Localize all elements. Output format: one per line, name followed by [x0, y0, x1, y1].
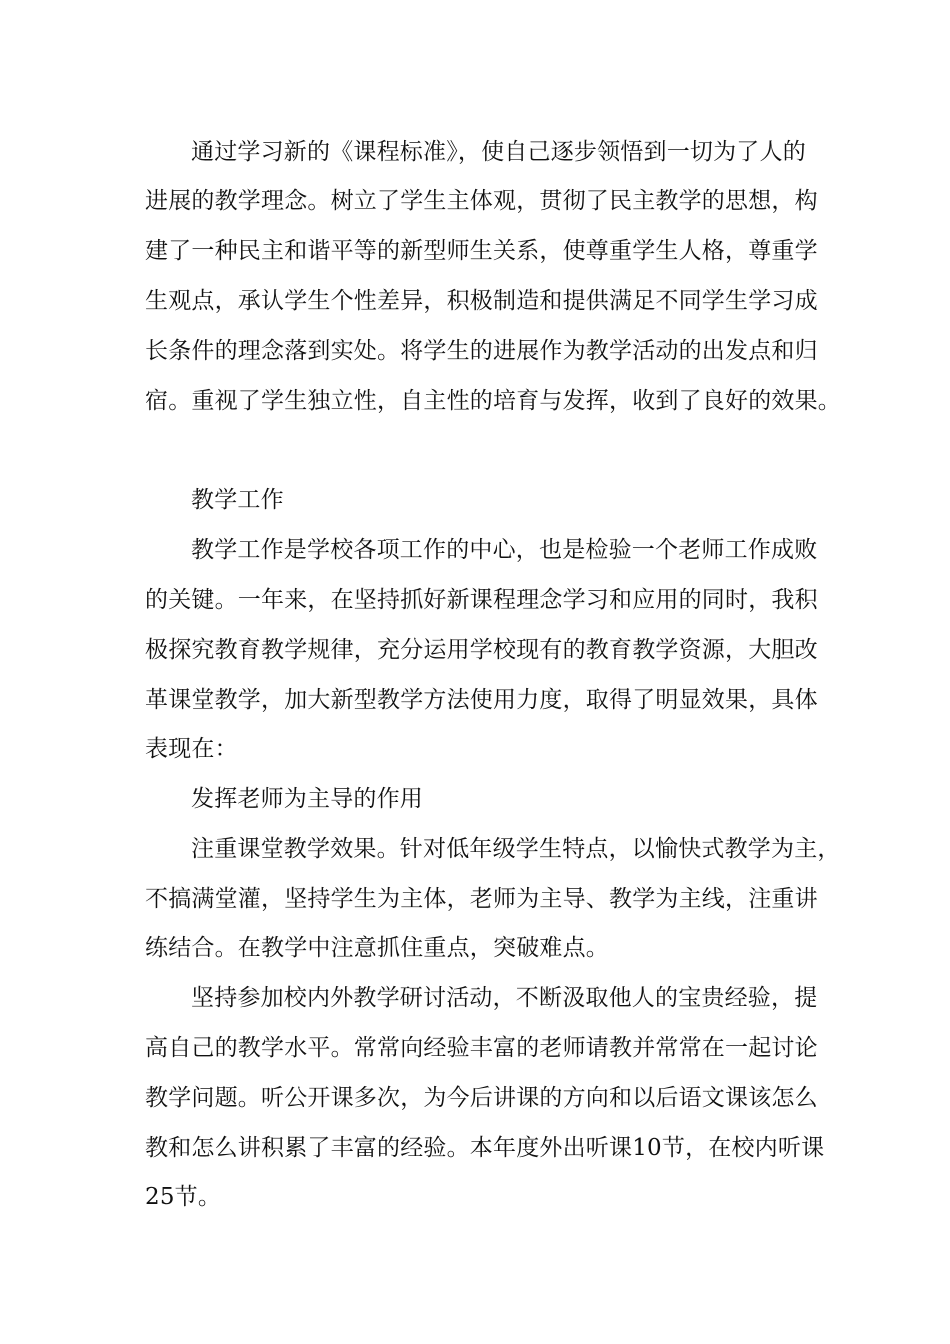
- paragraph-3-line-3: 练结合。在教学中注意抓住重点，突破难点。: [145, 935, 609, 961]
- paragraph-1-line-1: 通过学习新的《课程标准》，使自己逐步领悟到一切为了人的: [191, 139, 806, 165]
- paragraph-4-line-2: 高自己的教学水平。常常向经验丰富的老师请教并常常在一起讨论: [145, 1035, 818, 1061]
- paragraph-1-line-5: 长条件的理念落到实处。将学生的进展作为教学活动的出发点和归: [145, 338, 818, 364]
- paragraph-3-line-2: 不搞满堂灌，坚持学生为主体，老师为主导、教学为主线，注重讲: [145, 886, 818, 912]
- paragraph-2-line-3: 极探究教育教学规律，充分运用学校现有的教育教学资源，大胆改: [145, 637, 818, 663]
- paragraph-4-line-3: 教学问题。听公开课多次，为今后讲课的方向和以后语文课该怎么: [145, 1085, 818, 1111]
- paragraph-4-line-4: 教和怎么讲积累了丰富的经验。本年度外出听课10节，在校内听课: [145, 1135, 825, 1161]
- paragraph-2-line-5: 表现在：: [145, 736, 238, 762]
- section-heading-teaching-work: 教学工作: [191, 487, 284, 513]
- section-heading-teacher-role: 发挥老师为主导的作用: [191, 786, 423, 812]
- paragraph-3-line-1: 注重课堂教学效果。针对低年级学生特点，以愉快式教学为主，: [191, 836, 841, 862]
- paragraph-4-line-1: 坚持参加校内外教学研讨活动，不断汲取他人的宝贵经验，提: [191, 985, 818, 1011]
- paragraph-1-line-4: 生观点，承认学生个性差异，积极制造和提供满足不同学生学习成: [145, 288, 818, 314]
- paragraph-1-line-3: 建了一种民主和谐平等的新型师生关系，使尊重学生人格，尊重学: [145, 238, 818, 264]
- paragraph-1-line-6: 宿。重视了学生独立性，自主性的培育与发挥，收到了良好的效果。: [145, 388, 841, 414]
- paragraph-1-line-2: 进展的教学理念。树立了学生主体观，贯彻了民主教学的思想，构: [145, 188, 818, 214]
- paragraph-2-line-2: 的关键。一年来，在坚持抓好新课程理念学习和应用的同时，我积: [145, 587, 818, 613]
- paragraph-4-line-5: 25节。: [145, 1184, 222, 1210]
- paragraph-2-line-4: 革课堂教学，加大新型教学方法使用力度，取得了明显效果，具体: [145, 687, 818, 713]
- paragraph-2-line-1: 教学工作是学校各项工作的中心，也是检验一个老师工作成败: [191, 537, 818, 563]
